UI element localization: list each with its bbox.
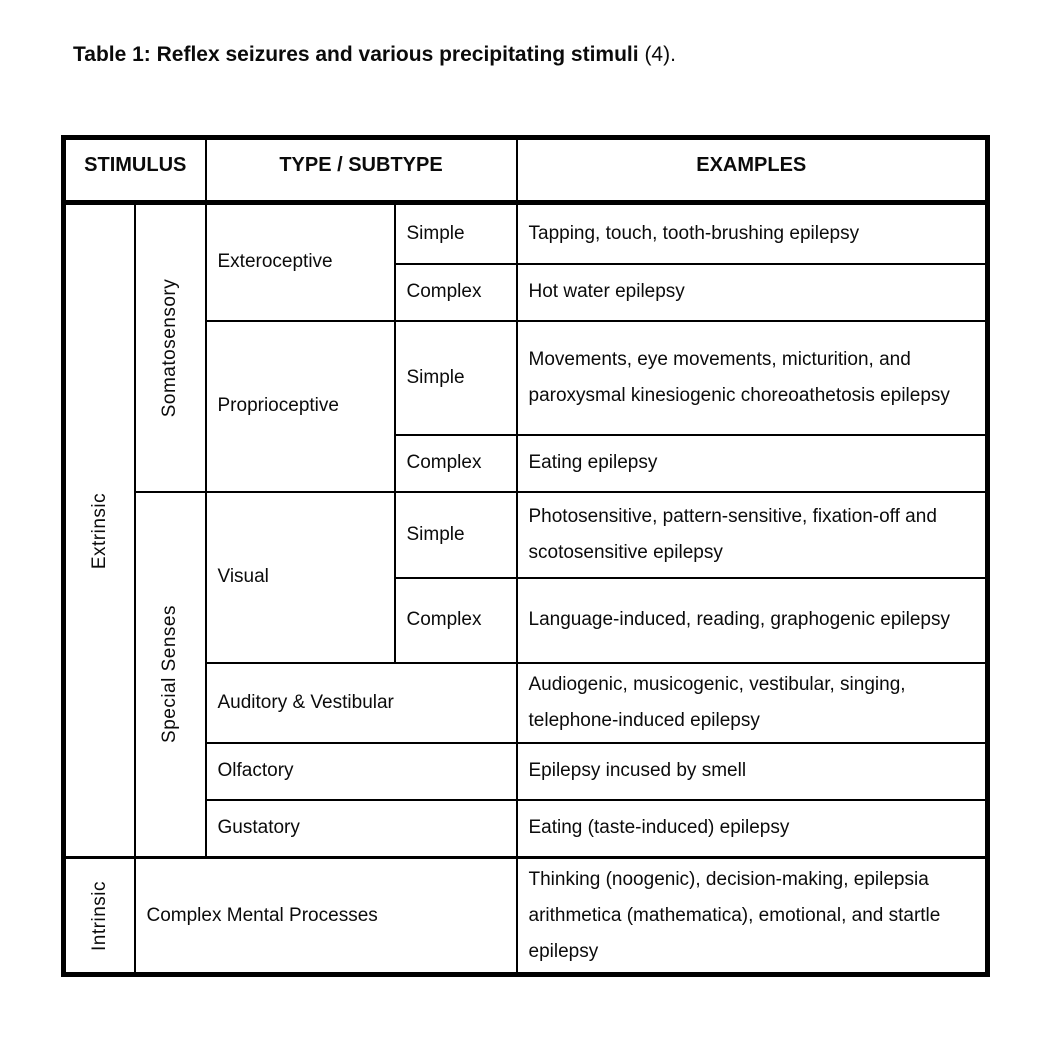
subtype-exteroceptive-simple: Simple (395, 203, 517, 264)
example-visual-complex: Language-induced, reading, graphogenic epilepsy (517, 578, 988, 663)
subtype-visual-complex: Complex (395, 578, 517, 663)
row-exteroceptive-simple (64, 203, 988, 264)
col-header-stimulus: STIMULUS (64, 138, 206, 203)
example-exteroceptive-complex: Hot water epilepsy (517, 264, 988, 321)
type-auditory-vestibular: Auditory & Vestibular (206, 663, 517, 743)
example-proprioceptive-complex: Eating epilepsy (517, 435, 988, 492)
table-container (61, 135, 990, 977)
header-row (64, 138, 988, 203)
type-gustatory: Gustatory (206, 800, 517, 858)
stimulus-group-extrinsic (64, 203, 135, 858)
type-proprioceptive: Proprioceptive (206, 321, 395, 492)
stimulus-group-intrinsic (64, 858, 135, 975)
col-header-type-subtype: TYPE / SUBTYPE (206, 138, 517, 203)
row-complex-mental-processes (64, 858, 988, 975)
type-olfactory: Olfactory (206, 743, 517, 800)
sense-group-somatosensory (135, 203, 206, 492)
table-caption-citation: (4). (638, 43, 676, 66)
table-caption (73, 42, 676, 68)
example-gustatory: Eating (taste-induced) epilepsy (517, 800, 988, 858)
stimulus-group-intrinsic-label: Intrinsic (88, 880, 110, 951)
subtype-proprioceptive-simple: Simple (395, 321, 517, 435)
example-auditory-vestibular: Audiogenic, musicogenic, vestibular, singing, telephone-induced epilepsy (517, 663, 988, 743)
example-proprioceptive-simple: Movements, eye movements, micturition, and paroxysmal kinesiogenic choreoathetosis epilepsy (517, 321, 988, 435)
reflex-seizures-table (61, 135, 990, 977)
subtype-exteroceptive-complex: Complex (395, 264, 517, 321)
sense-group-somatosensory-label: Somatosensory (159, 278, 180, 418)
example-olfactory: Epilepsy incused by smell (517, 743, 988, 800)
example-visual-simple: Photosensitive, pattern-sensitive, fixation-off and scotosensitive epilepsy (517, 492, 988, 578)
stimulus-group-extrinsic-label: Extrinsic (88, 492, 110, 569)
type-visual: Visual (206, 492, 395, 663)
row-visual-simple (64, 492, 988, 578)
sense-group-special-senses-label: Special Senses (159, 605, 180, 744)
subtype-proprioceptive-complex: Complex (395, 435, 517, 492)
example-complex-mental-processes: Thinking (noogenic), decision-making, epilepsia arithmetica (mathematica), emotional, and startle epilepsy (517, 858, 988, 975)
table-caption-text: Table 1: Reflex seizures and various precipitating stimuli (73, 43, 639, 66)
type-complex-mental-processes: Complex Mental Processes (135, 858, 517, 975)
col-header-examples: EXAMPLES (517, 138, 988, 203)
subtype-visual-simple: Simple (395, 492, 517, 578)
example-exteroceptive-simple: Tapping, touch, tooth-brushing epilepsy (517, 203, 988, 264)
type-exteroceptive: Exteroceptive (206, 203, 395, 321)
sense-group-special-senses (135, 492, 206, 858)
